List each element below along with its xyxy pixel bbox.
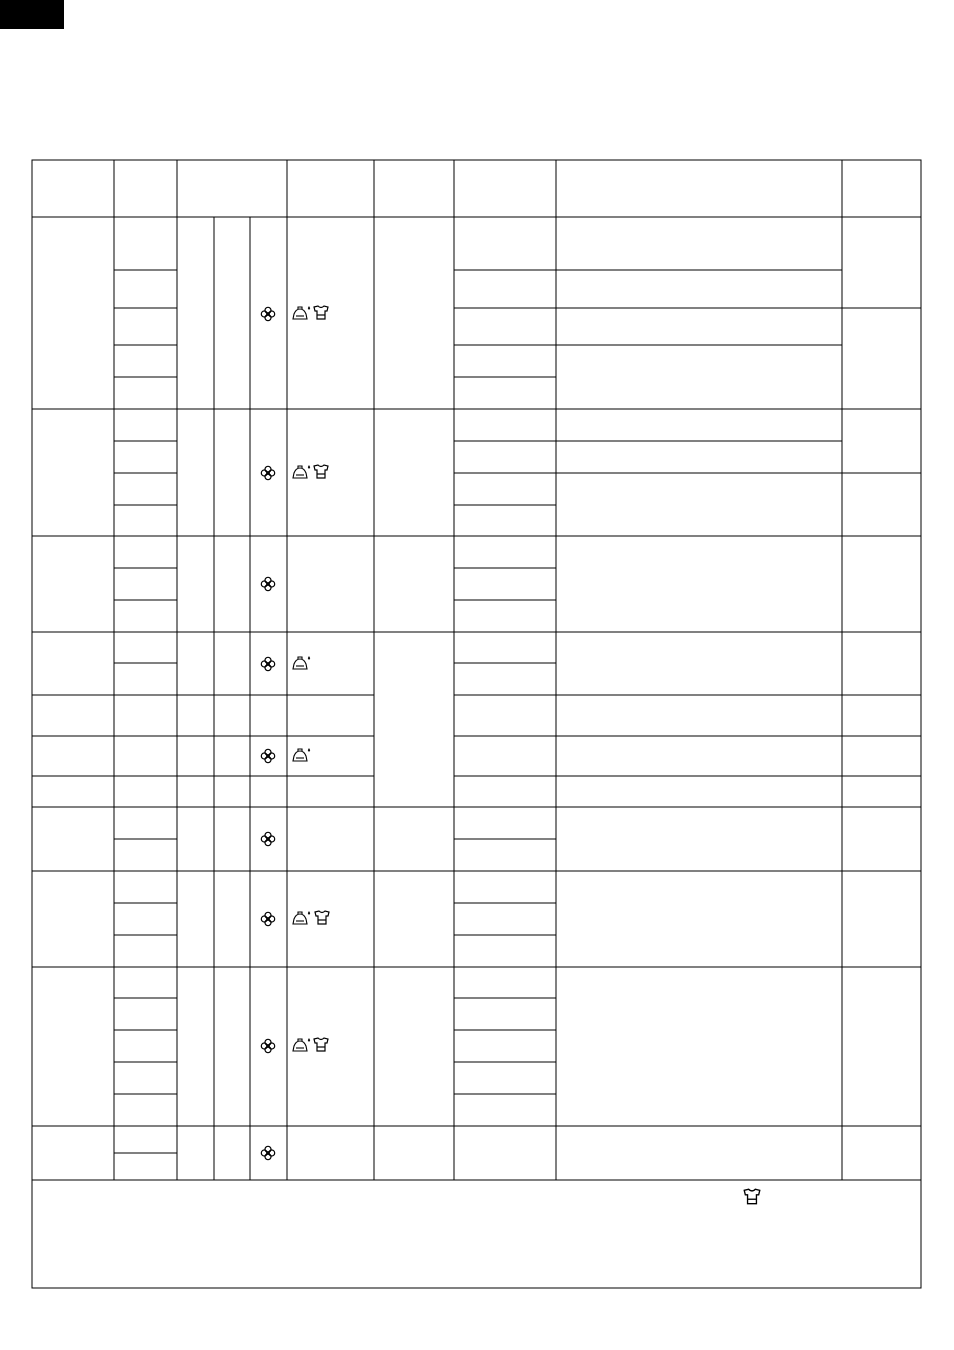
shirt-dry-icon	[313, 910, 331, 926]
fan-icon	[260, 306, 276, 322]
shirt-dry-icon	[312, 1037, 330, 1053]
fan-icon	[260, 465, 276, 481]
fan-icon	[260, 1038, 276, 1054]
fan-icon	[260, 576, 276, 592]
shirt-dry-icon	[742, 1188, 762, 1206]
water-drop-icon	[291, 747, 311, 763]
water-drop-icon	[291, 1037, 311, 1053]
water-drop-icon	[291, 655, 311, 671]
fan-icon	[260, 748, 276, 764]
fan-icon	[260, 656, 276, 672]
shirt-dry-icon	[312, 305, 330, 321]
water-drop-icon	[291, 305, 311, 321]
fan-icon	[260, 831, 276, 847]
fan-icon	[260, 911, 276, 927]
fan-icon	[260, 1145, 276, 1161]
water-drop-icon	[291, 910, 311, 926]
table-border	[32, 160, 921, 1288]
shirt-dry-icon	[312, 464, 330, 480]
water-drop-icon	[291, 464, 311, 480]
